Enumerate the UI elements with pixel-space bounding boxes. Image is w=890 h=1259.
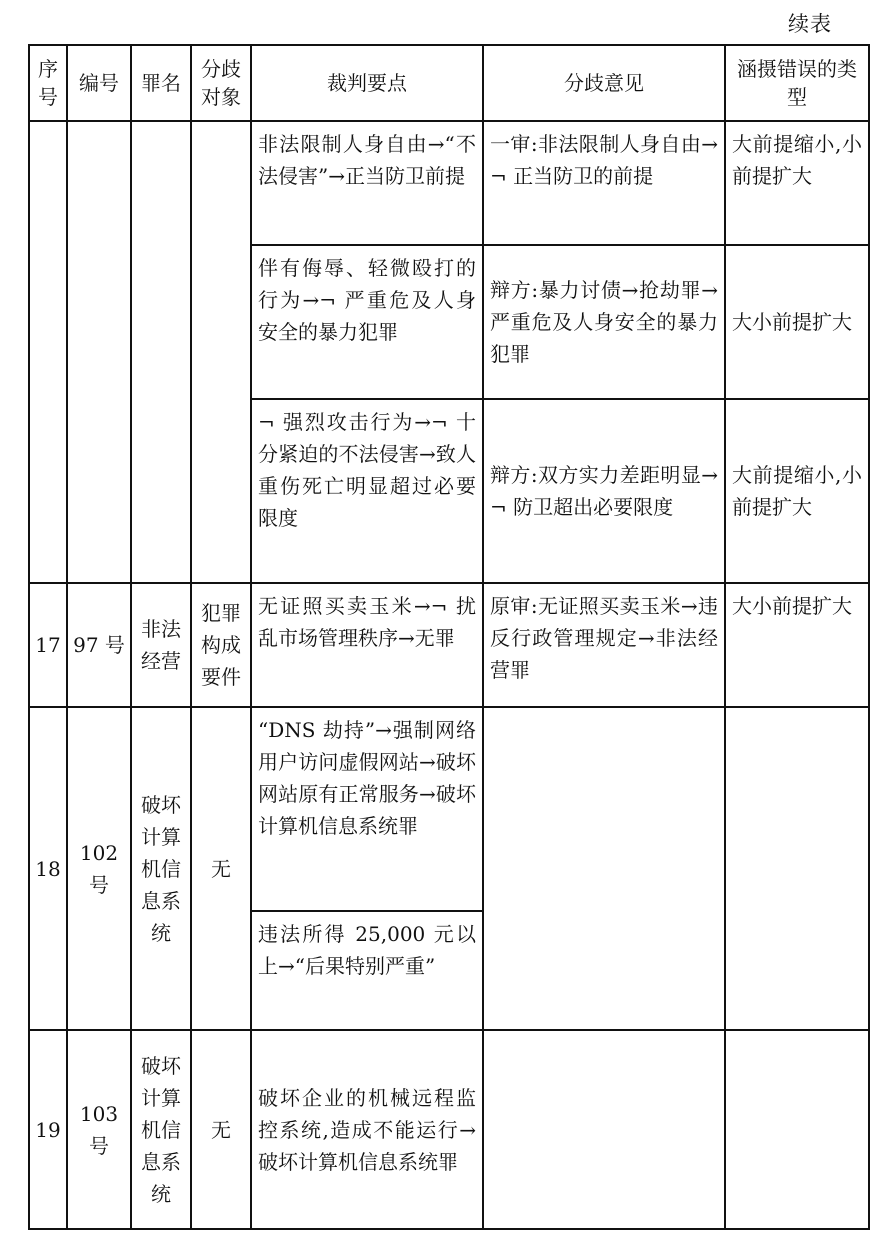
cell-points: 伴有侮辱、轻微殴打的行为→¬ 严重危及人身安全的暴力犯罪 [251,245,483,399]
cell-opinion: 辩方:双方实力差距明显→¬ 防卫超出必要限度 [483,399,725,583]
cell-index: 18 [29,707,67,1030]
cell-error-type [725,1030,869,1229]
cell-index [29,121,67,583]
cell-error-type: 大小前提扩大 [725,245,869,399]
header-crime: 罪名 [131,45,191,121]
cell-code: 102 号 [67,707,131,1030]
cell-code: 103 号 [67,1030,131,1229]
cell-code [67,121,131,583]
header-row [29,45,869,121]
cell-code: 97 号 [67,583,131,707]
cell-error-type: 大前提缩小,小前提扩大 [725,121,869,245]
cell-crime: 破坏计算机信息系统 [131,1030,191,1229]
cell-points: “DNS 劫持”→强制网络用户访问虚假网站→破坏网站原有正常服务→破坏计算机信息系统罪 [251,707,483,911]
case-table [28,44,870,1230]
cell-points: 违法所得 25,000 元以上→“后果特别严重” [251,911,483,1030]
cell-points: ¬ 强烈攻击行为→¬ 十分紧迫的不法侵害→致人重伤死亡明显超过必要限度 [251,399,483,583]
header-code: 编号 [67,45,131,121]
header-error-type: 涵摄错误的类型 [725,45,869,121]
table-row [29,707,869,911]
cell-opinion: 辩方:暴力讨债→抢劫罪→严重危及人身安全的暴力犯罪 [483,245,725,399]
cell-index: 19 [29,1030,67,1229]
header-index: 序号 [29,45,67,121]
cell-opinion [483,1030,725,1229]
cell-points: 非法限制人身自由→“不法侵害”→正当防卫前提 [251,121,483,245]
cell-object: 无 [191,1030,251,1229]
cell-opinion [483,707,725,1030]
cell-crime: 破坏计算机信息系统 [131,707,191,1030]
continued-caption: 续表 [788,12,832,36]
header-object: 分歧对象 [191,45,251,121]
cell-crime: 非法经营 [131,583,191,707]
header-points: 裁判要点 [251,45,483,121]
cell-object: 犯罪构成要件 [191,583,251,707]
cell-opinion: 原审:无证照买卖玉米→违反行政管理规定→非法经营罪 [483,583,725,707]
cell-points: 破坏企业的机械远程监控系统,造成不能运行→破坏计算机信息系统罪 [251,1030,483,1229]
table-row [29,121,869,245]
cell-points: 无证照买卖玉米→¬ 扰乱市场管理秩序→无罪 [251,583,483,707]
cell-object [191,121,251,583]
cell-crime [131,121,191,583]
table-row [29,1030,869,1229]
cell-error-type: 大前提缩小,小前提扩大 [725,399,869,583]
cell-opinion: 一审:非法限制人身自由→¬ 正当防卫的前提 [483,121,725,245]
cell-error-type [725,707,869,1030]
cell-object: 无 [191,707,251,1030]
header-opinion: 分歧意见 [483,45,725,121]
cell-index: 17 [29,583,67,707]
cell-error-type: 大小前提扩大 [725,583,869,707]
table-row [29,583,869,707]
